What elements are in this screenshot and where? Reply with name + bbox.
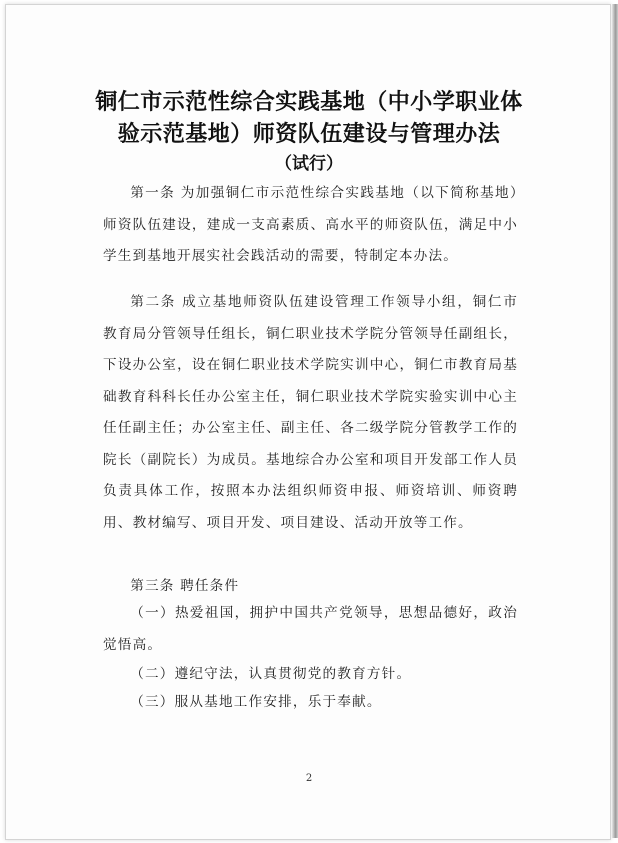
condition-1-paragraph: （一）热爱祖国，拥护中国共产党领导，思想品德好，政治觉悟高。	[103, 605, 518, 653]
page-number: 2	[305, 773, 313, 784]
article-2-paragraph: 第二条 成立基地师资队伍建设管理工作领导小组，铜仁市教育局分管领导任组长，铜仁职业技术学院分管领导任副组长，下设办公室，设在铜仁职业技术学院实训中心，铜仁市教育局基础教育科科长任办公室主任，铜仁职业技术学院实验实训中心主任任副主任；办公室主任、副主任、各二级学院分管教学工作的院长（副院长）为成员。基地综合办公室和项目开发部工作人员负责具体工作，按照本办法组织师资申报、师资培训、师资聘用、教材编写、项目开发、项目建设、活动开放等工作。	[103, 294, 518, 531]
document-title-line-1: 铜仁市示范性综合实践基地（中小学职业体	[95, 89, 523, 115]
document-title-line-2: 验示范基地）师资队伍建设与管理办法	[117, 121, 501, 147]
condition-3-paragraph: （三）服从基地工作安排，乐于奉献。	[130, 694, 382, 710]
page-edge-shadow	[612, 4, 618, 838]
document-subtitle: （试行）	[275, 154, 343, 174]
condition-2-paragraph: （二）遵纪守法，认真贯彻党的教育方针。	[130, 666, 412, 682]
article-3-heading: 第三条 聘任条件	[130, 578, 240, 594]
article-1-paragraph: 第一条 为加强铜仁市示范性综合实践基地（以下简称基地）师资队伍建设，建成一支高素质、高水平的师资队伍，满足中小学生到基地开展实社会践活动的需要，特制定本办法。	[103, 185, 518, 264]
